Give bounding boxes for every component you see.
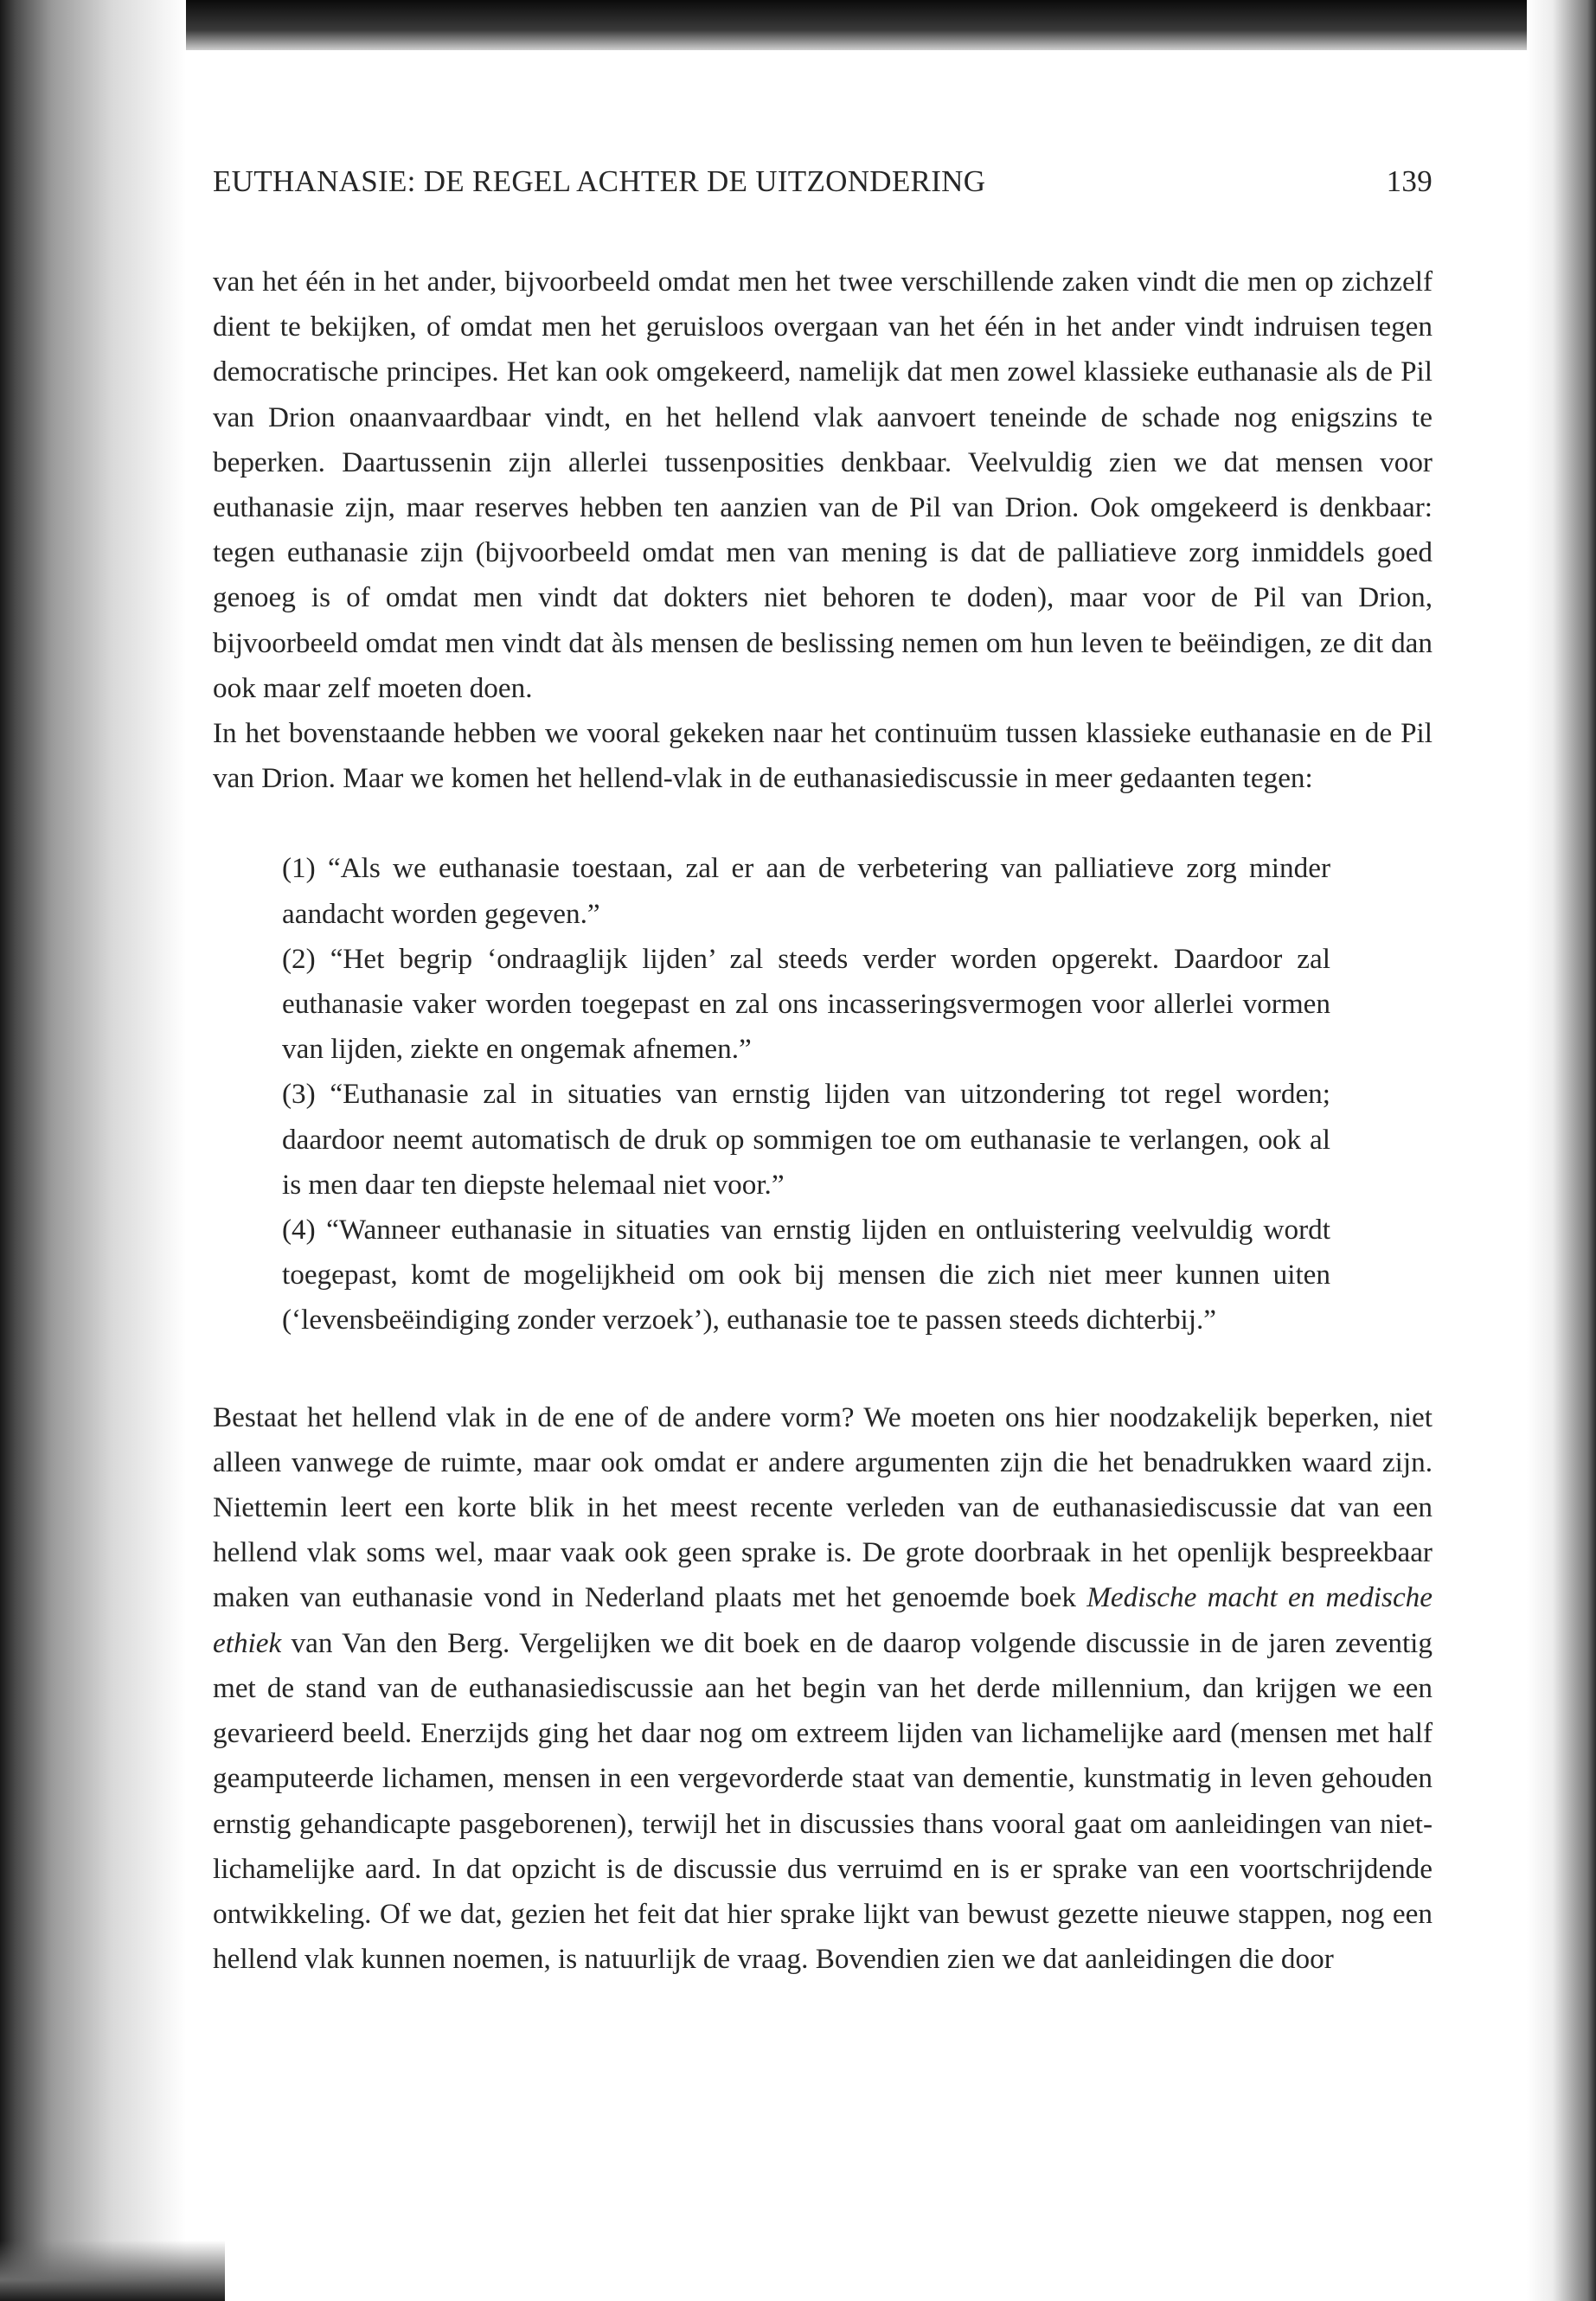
paragraph-3-part-2: van Van den Berg. Vergelijken we dit boek en de daarop volgende discussie in de jaren zeventig met de stand van de euthanasiediscussie aan het begin van het derde millennium, dan krijgen we een gevarieerd beeld. Enerzijds ging het daar nog om extreem lijden van lichamelijke aard (mensen met half geamputeerde lichamen, mensen in een vergevorderde staat van dementie, kunstmatig in leven gehouden ernstig gehandicapte pasgeborenen), terwijl het in discussies thans vooral gaat om aanleidingen van niet-lichamelijke aard. In dat opzicht is de discussie dus verruimd en is er sprake van een voortschrijdende ontwikkeling. Of we dat, gezien het feit dat hier sprake lijkt van bewust gezette nieuwe stappen, nog een hellend vlak kunnen noemen, is natuurlijk de vraag. Bovendien zien we dat aanleidingen die door <box>213 1626 1433 1976</box>
scan-bottom-corner <box>0 2240 225 2301</box>
body-paragraph-2-text: In het bovenstaande hebben we vooral gekeken naar het continuüm tussen klassieke euthanasie en de Pil van Drion. Maar we komen het hellend-vlak in de euthanasiediscussie in meer gedaanten tegen: <box>213 717 1433 795</box>
scan-binding-shadow <box>0 0 186 2301</box>
list-item: (4) “Wanneer euthanasie in situaties van ernstig lijden en ontluistering veelvuldig wordt toegepast, komt de mogelijkheid om ook bij mensen die zich niet meer kunnen uiten (‘levensbeëindiging zonder verzoek’), euthanasie toe te passen steeds dichterbij.” <box>282 1214 1330 1336</box>
list-item: (3) “Euthanasie zal in situaties van ernstig lijden van uitzondering tot regel worden; daardoor neemt automatisch de druk op sommigen toe om euthanasie te verlangen, ook al is men daar ten diepste helemaal niet voor.” <box>282 1078 1330 1201</box>
book-page <box>213 164 1433 1982</box>
list-item: (1) “Als we euthanasie toestaan, zal er aan de verbetering van palliatieve zorg minder aandacht worden gegeven.” <box>282 852 1330 930</box>
quoted-argument-list <box>282 846 1330 1343</box>
paragraph-3-part-1: Bestaat het hellend vlak in de ene of de andere vorm? We moeten ons hier noodzakelijk beperken, niet alleen vanwege de ruimte, maar ook omdat er andere argumenten zijn die het benadrukken waard zijn. Niettemin leert een korte blik in het meest recente verleden van de euthanasiediscussie dat van een hellend vlak soms wel, maar vaak ook geen sprake is. De grote doorbraak in het openlijk bespreekbaar maken van euthanasie vond in Nederland plaats met het genoemde boek <box>213 1400 1433 1614</box>
list-item: (2) “Het begrip ‘ondraaglijk lijden’ zal steeds verder worden opgerekt. Daardoor zal euthanasie vaker worden toegepast en zal ons incasseringsvermogen voor allerlei vormen van lijden, ziekte en ongemak afnemen.” <box>282 942 1330 1066</box>
body-paragraph-1: van het één in het ander, bijvoorbeeld omdat men het twee verschillende zaken vindt die men op zichzelf dient te bekijken, of omdat men het geruisloos overgaan van het één in het ander vindt indruisen tegen democratische principes. Het kan ook omgekeerd, namelijk dat men zowel klassieke euthanasie als de Pil van Drion onaanvaardbaar vindt, en het hellend vlak aanvoert teneinde de schade nog enigszins te beperken. Daartussenin zijn allerlei tussenposities denkbaar. Veelvuldig zien we dat mensen voor euthanasie zijn, maar reserves hebben ten aanzien van de Pil van Drion. Ook omgekeerd is denkbaar: tegen euthanasie zijn (bijvoorbeeld omdat men van mening is dat de palliatieve zorg inmiddels goed genoeg is of omdat men vindt dat dokters niet behoren te doden), maar voor de Pil van Drion, bijvoorbeeld omdat men vindt dat àls mensen de beslissing nemen om hun leven te beëindigen, ze dit dan ook maar zelf moeten doen. <box>213 266 1433 704</box>
book-title-italic: Medische macht en medische ethiek <box>213 1581 1433 1659</box>
running-header <box>213 164 1433 199</box>
page-number: 139 <box>1386 164 1433 198</box>
scan-right-edge <box>1527 0 1596 2301</box>
body-paragraph-2 <box>213 711 1433 801</box>
running-title: EUTHANASIE: DE REGEL ACHTER DE UITZONDERING <box>213 164 986 198</box>
body-paragraph-3 <box>213 1395 1433 1983</box>
scan-top-edge <box>0 0 1596 50</box>
